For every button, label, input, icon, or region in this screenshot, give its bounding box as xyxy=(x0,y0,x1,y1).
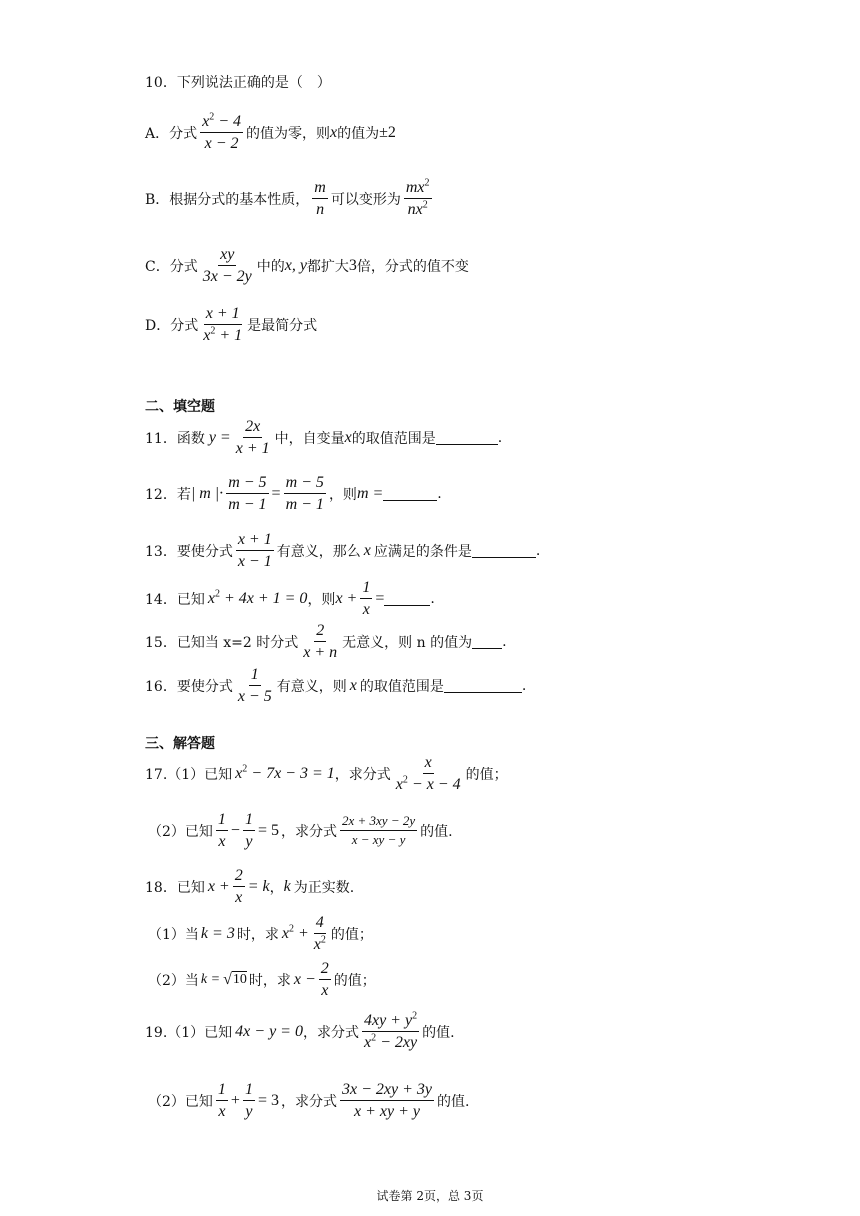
q17-part2: （2）已知 $\frac{1}{x}$ − $\frac{1}{y}$ = 5 ，求分式 $\frac{2x + 3xy - 2y}{x - xy - y}$ 的值. xyxy=(148,811,453,850)
answer-blank[interactable] xyxy=(444,678,522,693)
q10-option-b: B．根据分式的基本性质， $\frac{m}{n}$ 可以变形为 $\frac{mx^2}{nx^2}$ xyxy=(145,177,430,218)
answer-blank[interactable] xyxy=(436,430,498,445)
q18-part2: （2）当 k = √ 10 时，求 x − $\frac{2}{x}$ 的值； xyxy=(148,960,376,999)
answer-blank[interactable] xyxy=(384,591,430,606)
q18-part1: （1）当 k = 3 时，求 $x^2$ + $\frac{4}{x^2}$ 的值； xyxy=(148,914,373,953)
q10-option-d: D．分式 $\frac{x + 1}{x^2 + 1}$ 是最简分式 xyxy=(145,305,318,344)
q17-part1: 17.（1）已知 $x^2 - 7x - 3 = 1$ ，求分式 $\frac{x}{x^2 - x - 4}$ 的值； xyxy=(145,754,508,793)
section-solve-heading: 三、解答题 xyxy=(145,736,215,752)
q15: 15．已知当 x=2 时分式 $\frac{2}{x + n}$ 无意义，则 n 的值为 . xyxy=(145,622,507,661)
q11: 11．函数 y = $\frac{2x}{x + 1}$ 中，自变量 x 的取值范围是 . xyxy=(145,418,503,457)
q16: 16．要使分式 $\frac{1}{x - 5}$ 有意义，则 x 的取值范围是 . xyxy=(145,666,527,705)
page-footer: 试卷第 2页，总 3页 xyxy=(376,1189,484,1203)
answer-blank[interactable] xyxy=(383,486,437,501)
q18-stem: 18．已知 x + $\frac{2}{x}$ = k ， k 为正实数. xyxy=(145,867,355,906)
q10-stem: 10．下列说法正确的是（ ） xyxy=(145,75,331,91)
q19-part1: 19.（1）已知 4x − y = 0 ，求分式 $\frac{4xy + y^2}{x^2 - 2xy}$ 的值. xyxy=(145,1010,455,1051)
q14: 14．已知 $x^2 + 4x + 1 = 0$ ，则 x + $\frac{1}{x}$ = . xyxy=(145,579,435,618)
q13: 13．要使分式 $\frac{x + 1}{x - 1}$ 有意义，那么 x 应满足的条件是 . xyxy=(145,531,541,570)
q12: 12．若 | m |· $\frac{m - 5}{m - 1}$ = $\frac{m - 5}{m - 1}$ ，则 m = . xyxy=(145,474,442,513)
q19-part2: （2）已知 $\frac{1}{x}$ + $\frac{1}{y}$ = 3 ，求分式 $\frac{3x - 2xy + 3y}{x + xy + y}$ 的值. xyxy=(148,1081,470,1120)
section-fill-blank-heading: 二、填空题 xyxy=(145,399,215,415)
q10-option-a: A．分式 $\frac{x^2 - 4}{x - 2}$ 的值为零，则 x 的值为 ±2 xyxy=(145,111,396,152)
answer-blank[interactable] xyxy=(472,634,502,649)
q10-option-c: C．分式 $\frac{xy}{3x - 2y}$ 中的 x, y 都扩大 3 倍，分式的值不变 xyxy=(145,246,469,285)
answer-blank[interactable] xyxy=(472,543,536,558)
sqrt-icon: √ xyxy=(223,970,232,988)
